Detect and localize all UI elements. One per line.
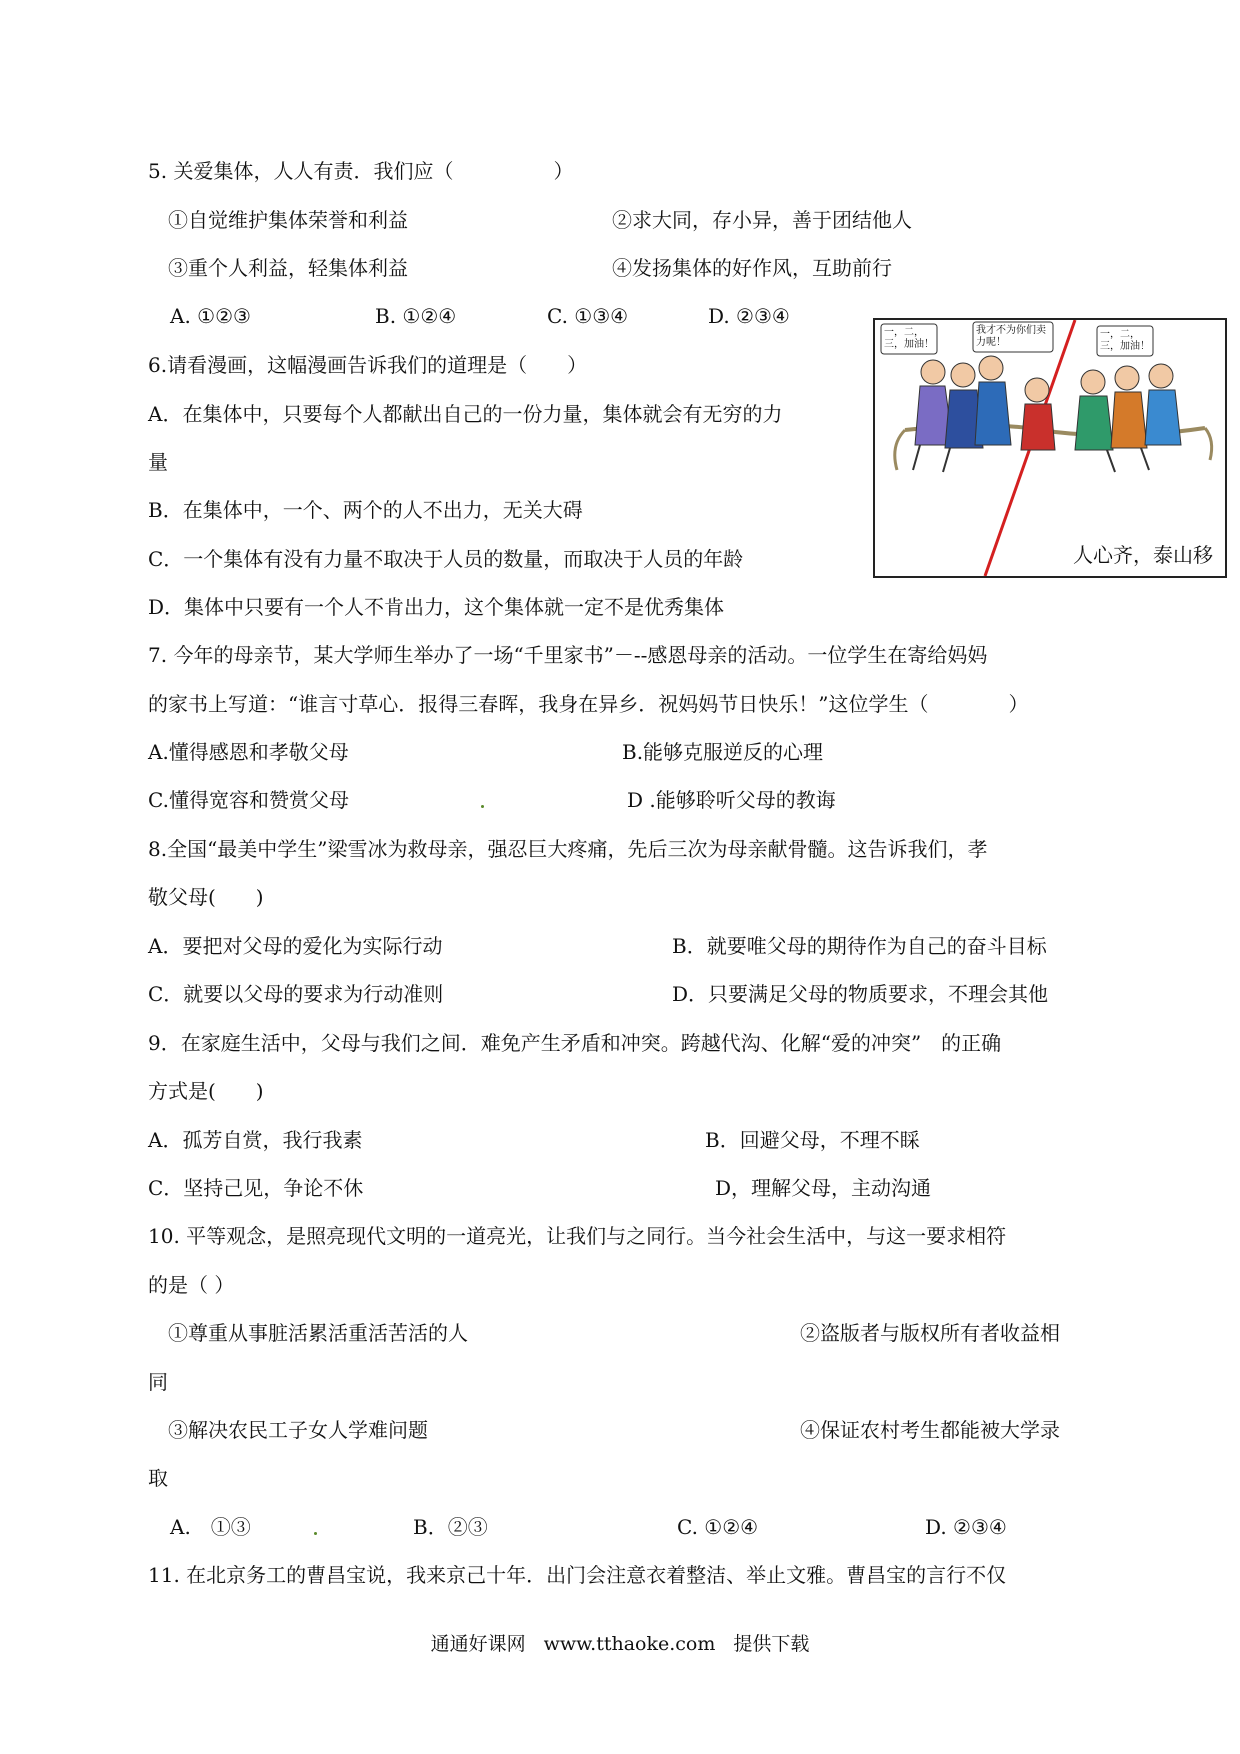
q8-stem-line2: 敬父母( )	[148, 885, 264, 909]
q5-choice-c: C. ①③④	[547, 304, 629, 328]
q7-choice-b: B.能够克服逆反的心理	[622, 740, 824, 764]
q9-choice-a: A．孤芳自赏，我行我素	[148, 1128, 363, 1152]
q9-stem-line2: 方式是( )	[148, 1079, 264, 1103]
q10-option-2-cont: 同	[148, 1370, 168, 1394]
q7-choice-d: D .能够聆听父母的教诲	[627, 788, 836, 812]
q5-option-4: ④发扬集体的好作风，互助前行	[612, 256, 892, 280]
stray-mark	[481, 805, 484, 808]
q6-choice-a-cont: 量	[148, 450, 168, 474]
q9-choice-c: C．坚持己见，争论不休	[148, 1176, 364, 1200]
q5-choice-b: B. ①②④	[375, 304, 457, 328]
tug-of-war-cartoon	[873, 318, 1227, 578]
q5-option-1: ①自觉维护集体荣誉和利益	[168, 208, 408, 232]
q9-choice-d: D，理解父母，主动沟通	[715, 1176, 932, 1200]
footer-note: 提供下载	[733, 1633, 810, 1655]
footer-site-name: 通通好课网	[430, 1633, 526, 1655]
bubble-right-text: 一，二，三，加油！	[1100, 329, 1150, 352]
q8-stem-line1: 8.全国“最美中学生”梁雪冰为救母亲，强忍巨大疼痛，先后三次为母亲献骨髓。这告诉我们，孝	[148, 837, 988, 861]
q10-option-4-cont: 取	[148, 1466, 168, 1490]
q9-choice-b: B．回避父母，不理不睬	[705, 1128, 920, 1152]
q10-stem-line1: 10. 平等观念，是照亮现代文明的一道亮光，让我们与之同行。当今社会生活中，与这一要求相符	[148, 1224, 1007, 1248]
q8-choice-a: A．要把对父母的爱化为实际行动	[148, 934, 443, 958]
footer-url[interactable]: www.tthaoke.com	[543, 1633, 716, 1655]
q10-option-2: ②盗版者与版权所有者收益相	[800, 1321, 1060, 1345]
q6-choice-d: D．集体中只要有一个人不肯出力，这个集体就一定不是优秀集体	[148, 595, 725, 619]
bubble-left-text: 一，二，三，加油！	[884, 327, 934, 350]
q6-stem: 6.请看漫画，这幅漫画告诉我们的道理是（ ）	[148, 353, 588, 377]
q5-stem: 5. 关爱集体，人人有责．我们应（ ）	[148, 159, 574, 183]
cartoon-caption: 人心齐，泰山移	[1073, 543, 1213, 567]
q10-choice-b: B．②③	[413, 1515, 488, 1539]
cartoon-illustration	[875, 320, 1225, 576]
q10-choice-d: D. ②③④	[925, 1515, 1007, 1539]
q10-option-3: ③解决农民工子女人学难问题	[168, 1418, 428, 1442]
q10-option-1: ①尊重从事脏活累活重活苦活的人	[168, 1321, 468, 1345]
q5-choice-d: D. ②③④	[708, 304, 790, 328]
q8-choice-c: C．就要以父母的要求为行动准则	[148, 982, 444, 1006]
q10-option-4: ④保证农村考生都能被大学录	[800, 1418, 1060, 1442]
stray-mark	[314, 1532, 317, 1535]
q5-choice-a: A. ①②③	[170, 304, 251, 328]
q5-option-2: ②求大同，存小异，善于团结他人	[612, 208, 912, 232]
bubble-middle-text: 我才不为你们卖力呢！	[976, 325, 1046, 348]
q6-choice-c: C．一个集体有没有力量不取决于人员的数量，而取决于人员的年龄	[148, 547, 744, 571]
q7-stem-line2: 的家书上写道：“谁言寸草心．报得三春晖，我身在异乡．祝妈妈节日快乐！”这位学生（ ）	[148, 692, 1029, 716]
q6-choice-b: B．在集体中，一个、两个的人不出力，无关大碍	[148, 498, 583, 522]
q10-choice-a: A. ①③	[170, 1515, 251, 1539]
q10-stem-line2: 的是（ ）	[148, 1273, 235, 1297]
page-footer	[0, 1630, 1240, 1658]
q7-stem-line1: 7. 今年的母亲节，某大学师生举办了一场“千里家书”－--感恩母亲的活动。一位学生在寄给妈妈	[148, 643, 988, 667]
q11-stem-line1: 11. 在北京务工的曹昌宝说，我来京己十年．出门会注意衣着整洁、举止文雅。曹昌宝的言行不仅	[148, 1563, 1007, 1587]
q5-option-3: ③重个人利益，轻集体利益	[168, 256, 408, 280]
q7-choice-c: C.懂得宽容和赞赏父母	[148, 788, 349, 812]
q9-stem-line1: 9．在家庭生活中，父母与我们之间．难免产生矛盾和冲突。跨越代沟、化解“爱的冲突” 的正确	[148, 1031, 1002, 1055]
q8-choice-d: D．只要满足父母的物质要求，不理会其他	[672, 982, 1049, 1006]
q7-choice-a: A.懂得感恩和孝敬父母	[148, 740, 349, 764]
q6-choice-a: A．在集体中，只要每个人都献出自己的一份力量，集体就会有无穷的力	[148, 402, 783, 426]
q10-choice-c: C. ①②④	[677, 1515, 759, 1539]
q8-choice-b: B．就要唯父母的期待作为自己的奋斗目标	[672, 934, 1047, 958]
